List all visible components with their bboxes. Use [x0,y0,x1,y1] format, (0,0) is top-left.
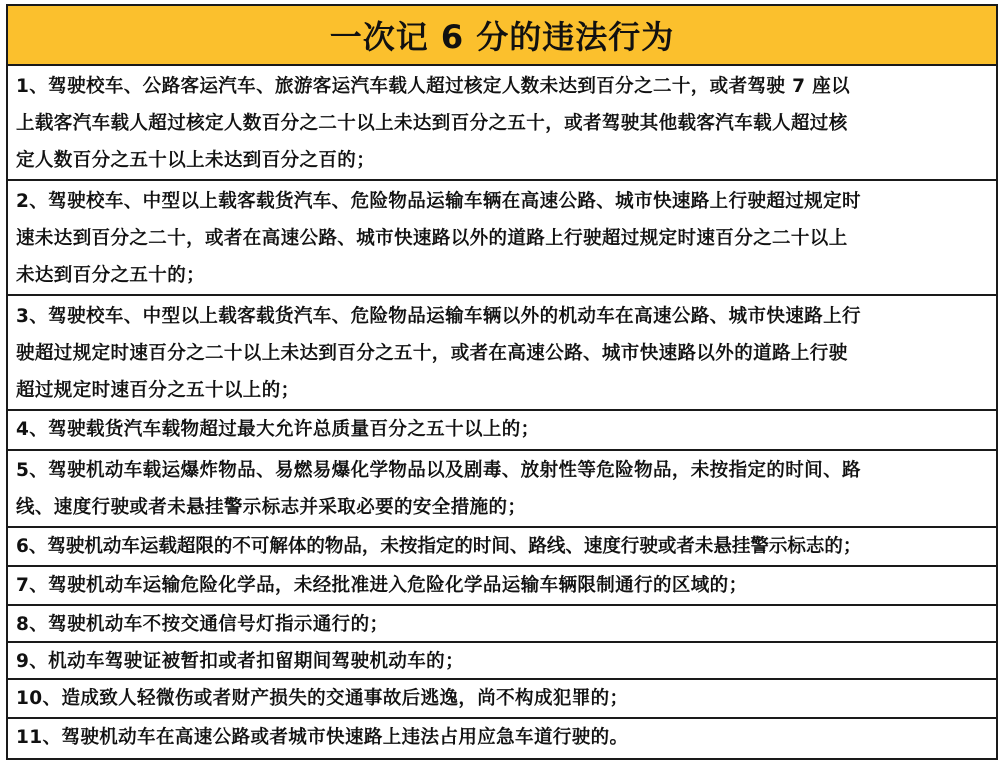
page-title: 一次记 6 分的违法行为 [8,6,996,66]
rule-text-line: 3、驾驶校车、中型以上载客载货汽车、危险物品运输车辆以外的机动车在高速公路、城市快速路上行 [16,306,861,327]
rule-item-1 [8,66,996,181]
rule-text-line: 11、驾驶机动车在高速公路或者城市快速路上违法占用应急车道行驶的。 [16,727,629,748]
rule-text-line: 6、驾驶机动车运载超限的不可解体的物品，未按指定的时间、路线、速度行驶或者未悬挂警示标志的； [16,536,862,557]
rule-item-7 [8,567,996,606]
rule-item-8 [8,606,996,643]
rule-text-line: 上载客汽车载人超过核定人数百分之二十以上未达到百分之五十，或者驾驶其他载客汽车载人超过核 [16,113,848,134]
rule-text-line: 2、驾驶校车、中型以上载客载货汽车、危险物品运输车辆在高速公路、城市快速路上行驶超过规定时 [16,191,861,212]
rule-text-line: 线、速度行驶或者未悬挂警示标志并采取必要的安全措施的； [16,497,527,518]
rule-item-5 [8,451,996,528]
rule-item-3 [8,296,996,411]
violations-table [6,4,998,760]
rule-text-line: 定人数百分之五十以上未达到百分之百的； [16,150,376,171]
rule-text-line: 1、驾驶校车、公路客运汽车、旅游客运汽车载人超过核定人数未达到百分之二十，或者驾驶 7 座以 [16,76,851,97]
rule-text-line: 驶超过规定时速百分之二十以上未达到百分之五十，或者在高速公路、城市快速路以外的道路上行驶 [16,343,848,364]
rule-text-line: 未达到百分之五十的； [16,265,206,286]
rule-item-10 [8,680,996,719]
rule-text-line: 超过规定时速百分之五十以上的； [16,380,300,401]
rule-item-2 [8,181,996,296]
rule-text-line: 9、机动车驾驶证被暂扣或者扣留期间驾驶机动车的； [16,651,464,672]
rule-text-line: 10、造成致人轻微伤或者财产损失的交通事故后逃逸，尚不构成犯罪的； [16,688,629,709]
rule-text-line: 7、驾驶机动车运输危险化学品，未经批准进入危险化学品运输车辆限制通行的区域的； [16,575,748,596]
rule-item-11 [8,719,996,758]
rule-text-line: 8、驾驶机动车不按交通信号灯指示通行的； [16,614,389,635]
rule-item-4 [8,411,996,451]
rule-text-line: 4、驾驶载货汽车载物超过最大允许总质量百分之五十以上的； [16,419,540,440]
rule-item-6 [8,528,996,567]
rule-text-line: 5、驾驶机动车载运爆炸物品、易燃易爆化学物品以及剧毒、放射性等危险物品，未按指定的时间、路 [16,460,861,481]
rule-item-9 [8,643,996,680]
rule-text-line: 速未达到百分之二十，或者在高速公路、城市快速路以外的道路上行驶超过规定时速百分之二十以上 [16,228,848,249]
